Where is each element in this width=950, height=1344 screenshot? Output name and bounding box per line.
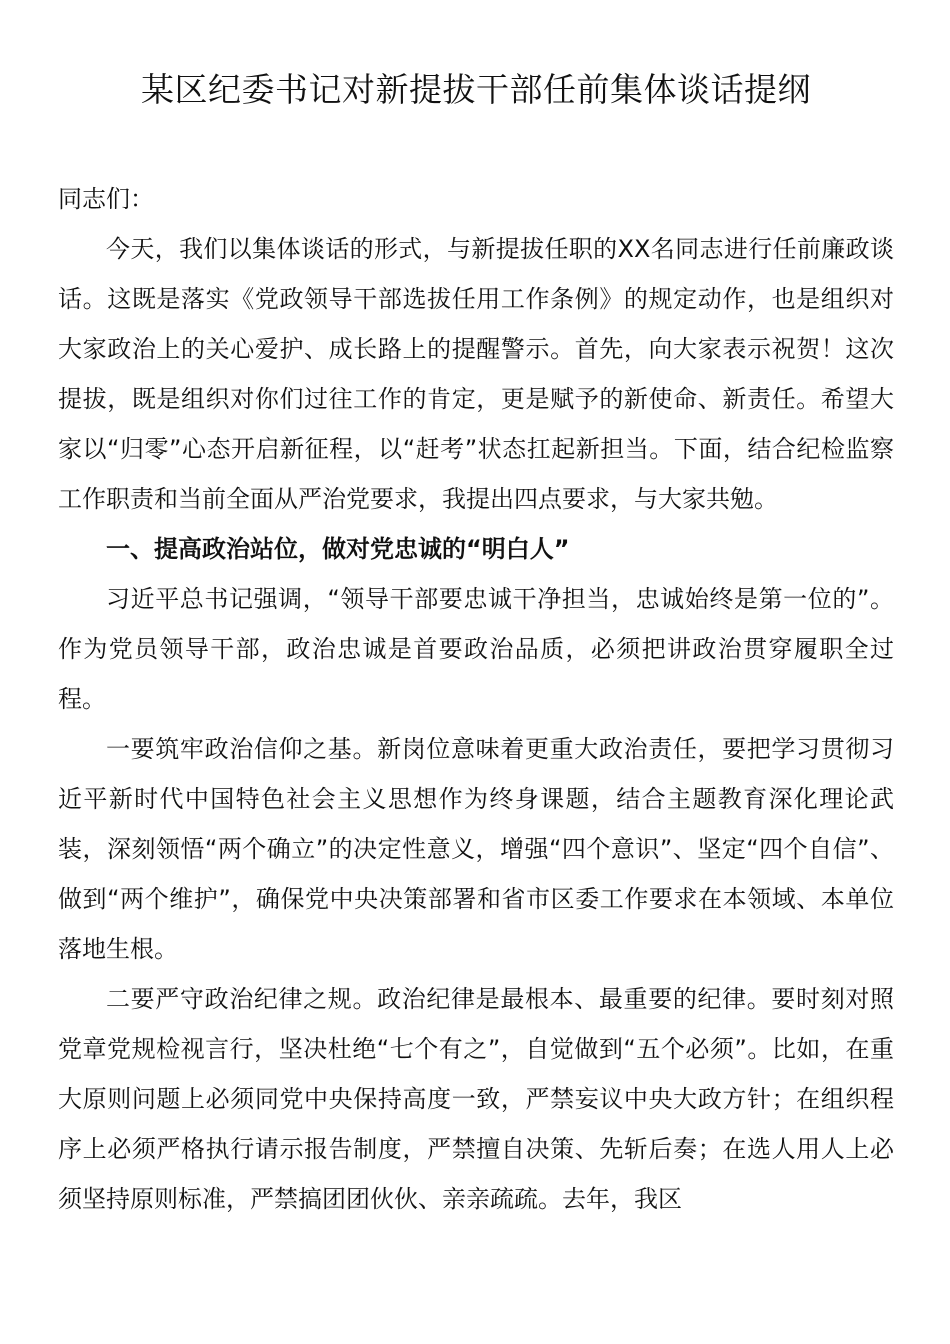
document-title: 某区纪委书记对新提拔干部任前集体谈话提纲 xyxy=(141,70,811,109)
section-heading-1: 一、提高政治站位，做对党忠诚的“明白人” xyxy=(106,535,570,563)
paragraph-political-belief: 一要筑牢政治信仰之基。新岗位意味着更重大政治责任，要把学习贯彻习近平新时代中国特色社会主义思想作为终身课题，结合主题教育深化理论武装，深刻领悟“两个确立”的决定性意义，增强“四个意识”、坚定“四个自信”、做到“两个维护”，确保党中央决策部署和省市区委工作要求在本领域、本单位落地生根。 xyxy=(58,735,894,963)
document-page xyxy=(58,64,894,1224)
paragraph-opening: 今天，我们以集体谈话的形式，与新提拔任职的XX名同志进行任前廉政谈话。这既是落实《党政领导干部选拔任用工作条例》的规定动作，也是组织对大家政治上的关心爱护、成长路上的提醒警示。首先，向大家表示祝贺！这次提拔，既是组织对你们过往工作的肯定，更是赋予的新使命、新责任。希望大家以“归零”心态开启新征程，以“赶考”状态扛起新担当。下面，结合纪检监察工作职责和当前全面从严治党要求，我提出四点要求，与大家共勉。 xyxy=(58,235,894,513)
paragraph-political-loyalty: 习近平总书记强调，“领导干部要忠诚干净担当，忠诚始终是第一位的”。作为党员领导干部，政治忠诚是首要政治品质，必须把讲政治贯穿履职全过程。 xyxy=(58,585,894,713)
salutation: 同志们： xyxy=(58,185,154,213)
paragraph-political-discipline: 二要严守政治纪律之规。政治纪律是最根本、最重要的纪律。要时刻对照党章党规检视言行，坚决杜绝“七个有之”，自觉做到“五个必须”。比如，在重大原则问题上必须同党中央保持高度一致，严禁妄议中央大政方针；在组织程序上必须严格执行请示报告制度，严禁擅自决策、先斩后奏；在选人用人上必须坚持原则标准，严禁搞团团伙伙、亲亲疏疏。去年，我区 xyxy=(58,985,894,1213)
